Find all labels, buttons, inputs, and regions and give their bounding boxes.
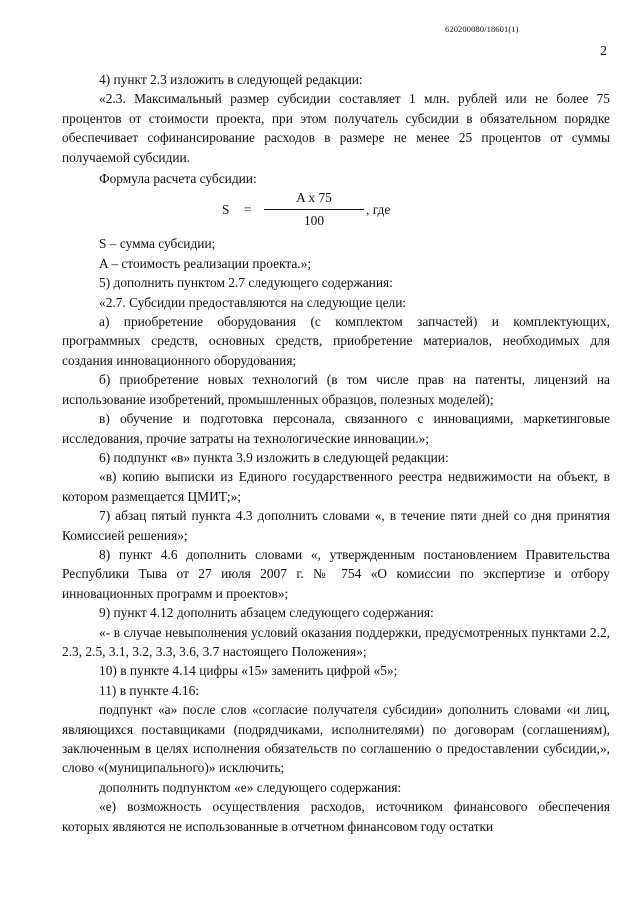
paragraph-clause-2-3: «2.3. Максимальный размер субсидии составляет 1 млн. рублей или не более 75 процентов от стоимости проекта, при этом получатель субсидии в обязательном порядке обеспечивает софинансирование расходов в размере не менее 25 процентов от суммы получаемой субсидии. — [62, 91, 610, 165]
formula-label: Формула расчета субсидии: — [99, 171, 257, 187]
paragraph-subitem-a: подпункт «а» после слов «согласие получателя субсидии» дополнить словами «и лиц, являющихся поставщиками (подрядчиками, исполнителями) по договорам (соглашениям), заключенным в целях исполнения обязательств по соглашению о предоставлении субсидии,», слово «(муниципального)» исключить; — [62, 702, 610, 776]
paragraph-item-4: 4) пункт 2.3 изложить в следующей редакции: — [99, 72, 363, 87]
paragraph-goal-a: а) приобретение оборудования (с комплектом запчастей) и комплектующих, программных средств, основных средств, приобретение материалов, необходимых для создания инновационного оборудования; — [62, 314, 610, 368]
paragraph-item-7: 7) абзац пятый пункта 4.3 дополнить словами «, в течение пяти дней со дня принятия Комиссией решения»; — [62, 508, 610, 543]
formula-numerator: A x 75 — [264, 188, 364, 209]
page-number: 2 — [600, 44, 607, 59]
formula-equals: = — [244, 202, 252, 218]
paragraph-clause-4-12: «- в случае невыполнения условий оказания поддержки, предусмотренных пунктами 2.2, 2.3, 2.5, 3.1, 3.2, 3.3, 3.6, 3.7 настоящего Положения»; — [62, 624, 610, 659]
paragraph-subitem-e: «е) возможность осуществления расходов, источником финансового обеспечения которых являются не использованные в отчетном финансовом году остатки — [62, 799, 610, 834]
formula-fraction — [264, 188, 364, 230]
formula-lhs: S — [222, 202, 230, 218]
subsidy-formula — [62, 188, 610, 234]
paragraph-definition-s: S – сумма субсидии; — [99, 236, 216, 252]
paragraph-item-10: 10) в пункте 4.14 цифры «15» заменить цифрой «5»; — [99, 663, 398, 679]
paragraph-item-8: 8) пункт 4.6 дополнить словами «, утвержденным постановлением Правительства Республики Тыва от 27 июля 2007 г. № 754 «О комиссии по экспертизе и отбору инновационных программ и проектов»; — [62, 546, 610, 601]
paragraph-add-subitem-e: дополнить подпунктом «е» следующего содержания: — [99, 779, 402, 795]
formula-tail: , где — [366, 202, 391, 218]
paragraph-item-9: 9) пункт 4.12 дополнить абзацем следующего содержания: — [99, 605, 434, 621]
document-body — [62, 70, 610, 836]
paragraph-definition-a: A – стоимость реализации проекта.»; — [99, 255, 312, 271]
document-id: 620200080/18601(1) — [445, 24, 519, 34]
paragraph-clause-2-7: «2.7. Субсидии предоставляются на следующие цели: — [99, 294, 407, 310]
paragraph-subitem-v: «в) копию выписки из Единого государственного реестра недвижимости на объект, в котором размещается ЦМИТ;»; — [62, 469, 610, 504]
paragraph-item-6: 6) подпункт «в» пункта 3.9 изложить в следующей редакции: — [99, 449, 449, 465]
formula-denominator: 100 — [303, 212, 325, 228]
paragraph-item-11: 11) в пункте 4.16: — [99, 682, 200, 698]
paragraph-goal-v: в) обучение и подготовка персонала, связанного с инновациями, маркетинговые исследования, прочие затраты на технологические инновации.»; — [62, 411, 610, 446]
paragraph-item-5: 5) дополнить пунктом 2.7 следующего содержания: — [99, 275, 393, 291]
paragraph-goal-b: б) приобретение новых технологий (в том числе прав на патенты, лицензий на использование изобретений, промышленных образцов, полезных моделей); — [62, 372, 610, 407]
